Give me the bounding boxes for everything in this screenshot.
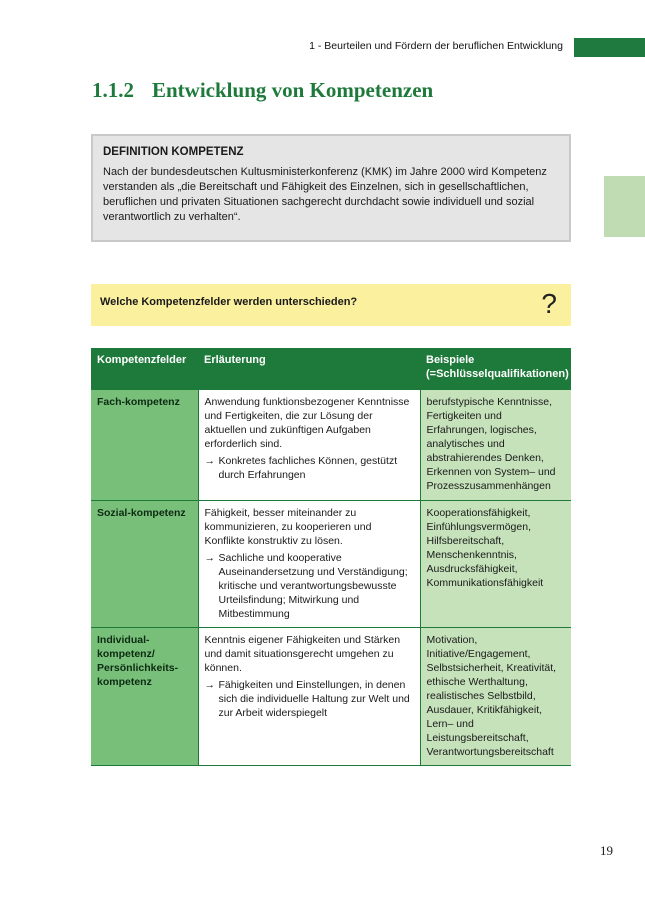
- table-row: [91, 627, 571, 765]
- explanation-cell: [198, 390, 420, 500]
- header-color-bar: [574, 38, 645, 57]
- chapter-side-tab: [604, 176, 645, 237]
- competence-table: [91, 348, 571, 766]
- arrow-note-text: Fähigkeiten und Einstellungen, in denen sich die individuelle Haltung zur Welt und zur Arbeit widerspiegelt: [218, 678, 410, 719]
- explanation-cell: [198, 627, 420, 765]
- arrow-right-icon: →: [204, 455, 215, 467]
- arrow-note: [205, 454, 414, 482]
- field-name: Fach-kompetenz: [91, 390, 198, 500]
- definition-box: [91, 134, 571, 242]
- table-row: [91, 390, 571, 500]
- page-number: 19: [600, 843, 613, 858]
- header-beispiele: Beispiele (=Schlüsselqualifikationen): [420, 348, 571, 390]
- header-kompetenzfelder: Kompetenzfelder: [91, 348, 198, 390]
- section-number: 1.1.2: [92, 78, 134, 102]
- arrow-right-icon: →: [204, 551, 215, 564]
- section-title: [92, 78, 433, 103]
- definition-text: Nach der bundesdeutschen Kultusministerkonferenz (KMK) im Jahre 2000 wird Kompetenz verstanden als „die Bereitschaft und Fähigkeit des Einzelnen, sich in gesellschaftlichen, beruflichen und privaten Situationen sachgerecht durchdacht sowie individuell und sozial verantwortlich zu verhalten“.: [103, 166, 547, 223]
- explanation-text: Anwendung funktionsbezogener Kenntnisse und Fertigkeiten, die zur Lösung der aktuellen und zukünftigen Aufgaben erforderlich sind.: [204, 396, 410, 450]
- arrow-note-text: Sachliche und kooperative Auseinandersetzung und Verständigung; kritische und verantwortungsbewusste Urteilsfindung; Mitwirkung und Mitbestimmung: [218, 551, 408, 620]
- arrow-note: [205, 678, 414, 720]
- examples-cell: Motivation, Initiative/Engagement, Selbstsicherheit, Kreativität, ethische Werthaltung, realistisches Selbstbild, Ausdauer, Kritikfähigkeit, Lern– und Leistungsbereitschaft, Verantwortungsbereitschaft: [420, 627, 571, 765]
- section-title-text: Entwicklung von Kompetenzen: [152, 78, 434, 102]
- field-name: Sozial-kompetenz: [91, 500, 198, 627]
- examples-cell: berufstypische Kenntnisse, Fertigkeiten und Erfahrungen, logisches, analytisches und abstrahierendes Denken, Erkennen von System– und Prozesszusammenhängen: [420, 390, 571, 500]
- question-text: Welche Kompetenzfelder werden unterschieden?: [100, 296, 358, 308]
- header-erlaeuterung: Erläuterung: [198, 348, 420, 390]
- question-box: [91, 284, 571, 326]
- arrow-right-icon: →: [204, 678, 215, 691]
- running-header: 1 - Beurteilen und Fördern der beruflichen Entwicklung: [309, 40, 563, 52]
- explanation-text: Kenntnis eigener Fähigkeiten und Stärken und damit situationsgerecht umgehen zu können.: [204, 633, 401, 674]
- question-mark-icon: ?: [541, 288, 557, 319]
- arrow-note: [205, 551, 414, 621]
- explanation-cell: [198, 500, 420, 627]
- definition-title: DEFINITION KOMPETENZ: [103, 146, 244, 158]
- arrow-note-text: Konkretes fachliches Können, gestützt durch Erfahrungen: [218, 455, 398, 481]
- field-name: Individual-kompetenz/ Persönlichkeits-kompetenz: [91, 627, 198, 765]
- table-row: [91, 500, 571, 627]
- explanation-text: Fähigkeit, besser miteinander zu kommunizieren, zu kooperieren und Konflikte konstruktiv zu lösen.: [204, 506, 372, 547]
- table-header-row: [91, 348, 571, 390]
- examples-cell: Kooperationsfähigkeit, Einfühlungsvermögen, Hilfsbereitschaft, Menschenkenntnis, Ausdrucksfähigkeit, Kommunikationsfähigkeit: [420, 500, 571, 627]
